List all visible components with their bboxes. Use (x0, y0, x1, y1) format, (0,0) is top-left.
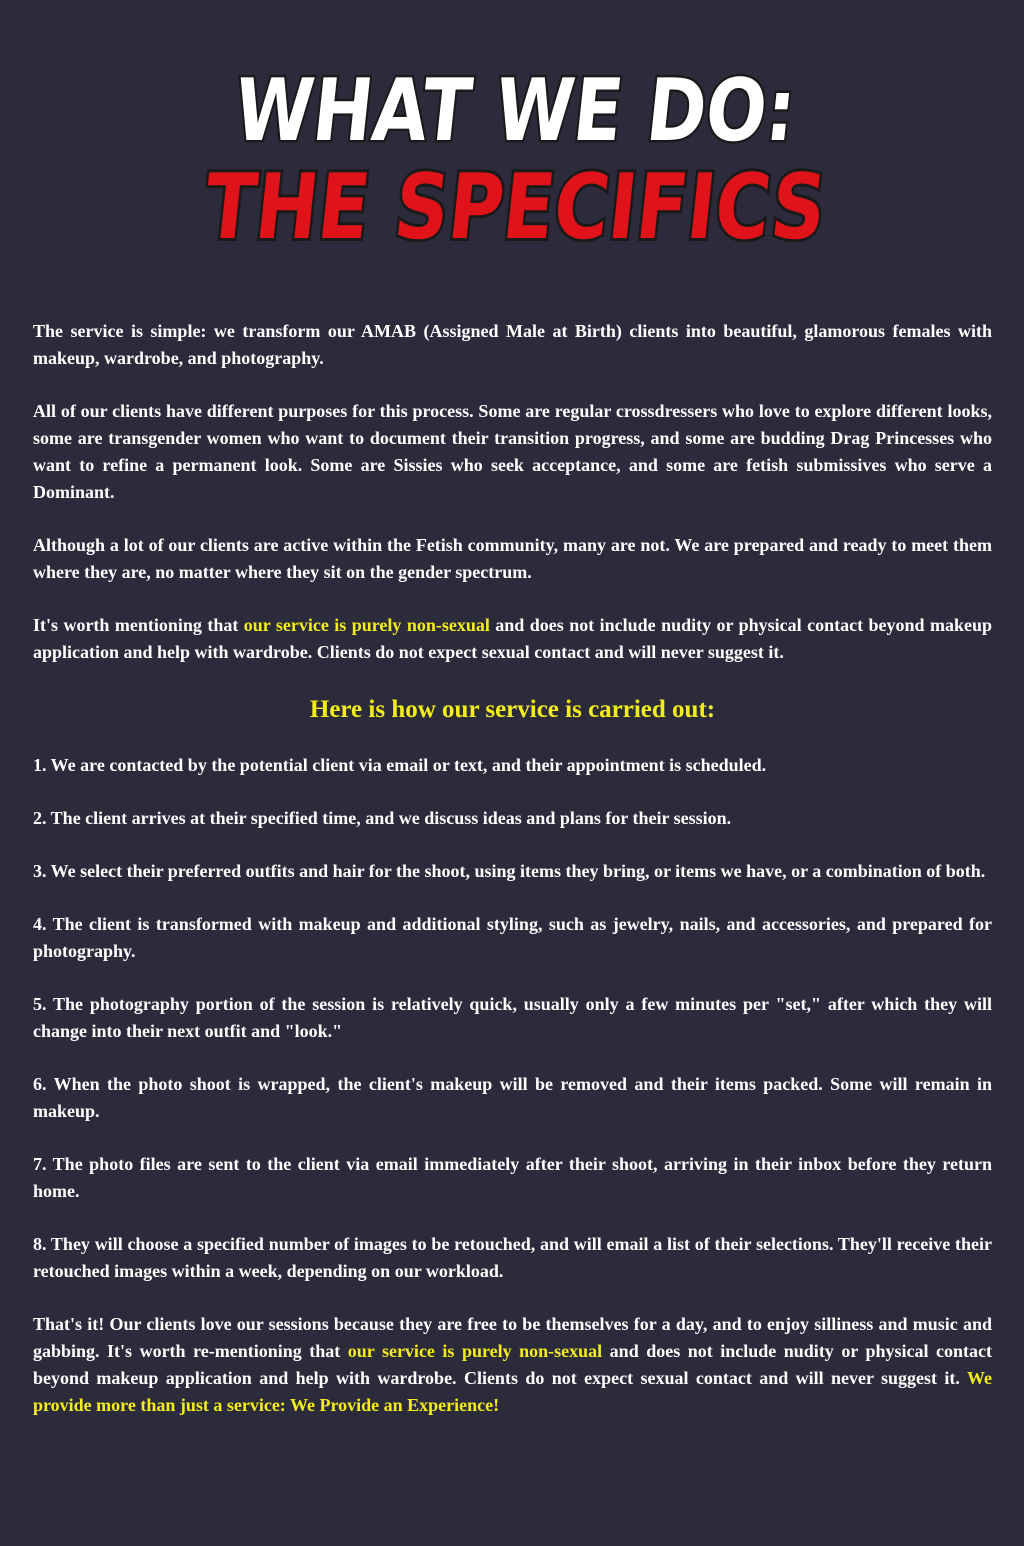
main-content (33, 318, 992, 1445)
intro-paragraph-1: The service is simple: we transform our AMAB (Assigned Male at Birth) clients into beautiful, glamorous females with makeup, wardrobe, and photography. (33, 321, 992, 368)
step-item: 6. When the photo shoot is wrapped, the client's makeup will be removed and their items packed. Some will remain in makeup. (33, 1074, 992, 1121)
closing-tagline: We provide more than just a service: We Provide an Experience! (33, 1368, 992, 1415)
closing-before: That's it! Our clients love our sessions because they are free to be themselves for a day, and to enjoy silliness and music and gabbing. It's worth re-mentioning that (33, 1314, 992, 1361)
non-sexual-highlight: our service is purely non-sexual (243, 615, 490, 635)
step-item: 8. They will choose a specified number of images to be retouched, and will email a list of their selections. They'll receive their retouched images within a week, depending on our workload. (33, 1234, 992, 1281)
closing-non-sexual-highlight: our service is purely non-sexual (347, 1341, 603, 1361)
intro-paragraph-2: All of our clients have different purposes for this process. Some are regular crossdressers who love to explore different looks, some are transgender women who want to document their transition progress, and some are budding Drag Princesses who want to refine a permanent look. Some are Sissies who seek acceptance, and some are fetish submissives who serve a Dominant. (33, 401, 992, 502)
step-item: 3. We select their preferred outfits and hair for the shoot, using items they bring, or items we have, or a combination of both. (33, 861, 986, 881)
intro-p4-before: It's worth mentioning that (33, 615, 244, 635)
step-item: 4. The client is transformed with makeup and additional styling, such as jewelry, nails, and accessories, and prepared for photography. (33, 914, 992, 961)
step-item: 2. The client arrives at their specified time, and we discuss ideas and plans for their session. (33, 808, 732, 828)
heading-graphic (0, 40, 1024, 270)
step-item: 1. We are contacted by the potential client via email or text, and their appointment is scheduled. (33, 755, 767, 775)
step-item: 5. The photography portion of the session is relatively quick, usually only a few minutes per "set," after which they will change into their next outfit and "look." (33, 994, 992, 1041)
step-item: 7. The photo files are sent to the client via email immediately after their shoot, arriving in their inbox before they return home. (33, 1154, 992, 1201)
intro-paragraph-3: Although a lot of our clients are active within the Fetish community, many are not. We are prepared and ready to meet them where they are, no matter where they sit on the gender spectrum. (33, 535, 992, 582)
closing-after: and does not include nudity or physical contact beyond makeup application and help with wardrobe. Clients do not expect sexual contact and will never suggest it. (33, 1341, 993, 1388)
process-heading: Here is how our service is carried out: (309, 696, 716, 723)
heading-line-2: THE SPECIFICS (199, 155, 960, 260)
intro-paragraph-4 (33, 612, 992, 666)
heading-line-1: WHAT WE DO: (229, 61, 918, 161)
closing-paragraph (33, 1311, 992, 1419)
intro-p4-after: and does not include nudity or physical contact beyond makeup application and help with wardrobe. Clients do not expect sexual contact and will never suggest it. (33, 615, 992, 662)
page-heading (0, 40, 1024, 270)
